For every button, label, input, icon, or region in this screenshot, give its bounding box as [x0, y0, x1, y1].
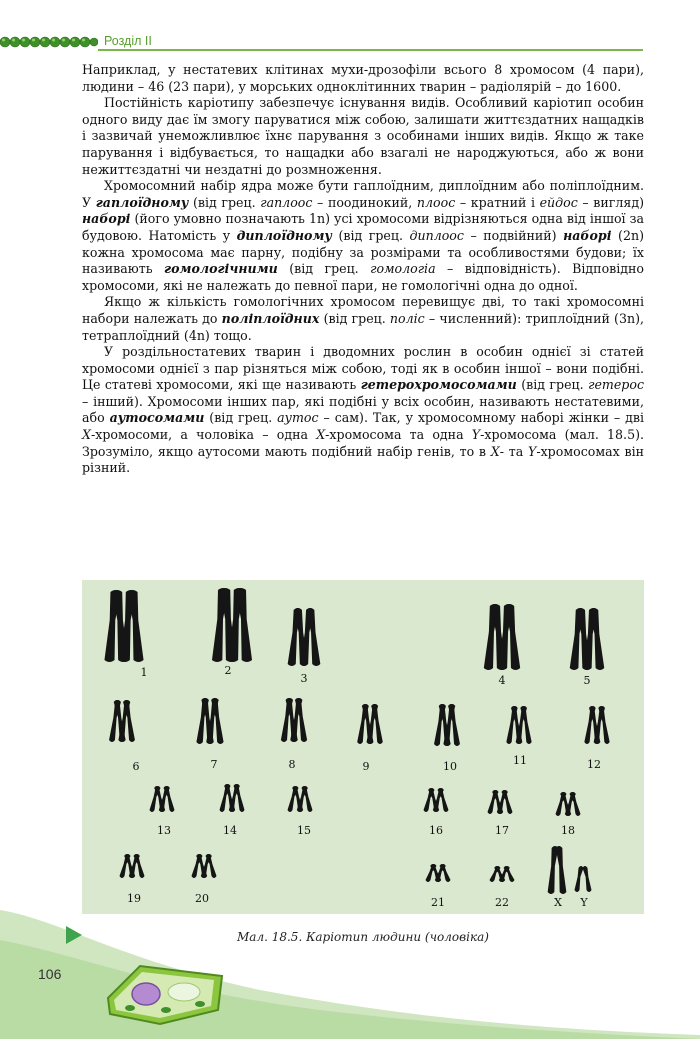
- chromosome-pair-4: [484, 604, 520, 670]
- chromosome-pair-7: [196, 698, 223, 744]
- chromosome-label: 19: [127, 892, 141, 905]
- chromosome-label: X: [554, 896, 562, 909]
- paragraph-5: У роздільностатевих тварин і дводомних рослин в особин однієї зі статей хромосоми однієї з пар різняться між собою, тоді як в особин іншої – вони подібні. Це статеві хромосоми, які ще називають гетерохромосомами (від грец. гетерос – інший). Хромосоми інших пар, які подібні у всіх особин, називають нестатевими, або аутосомами (від грец. аутос – сам). Так, у хромосомному наборі жінки – дві X-хромосоми, а чоловіка – одна X-хромосома та одна Y-хромосома (мал. 18.5). Зрозуміло, якщо аутосоми мають подібний набір генів, то в X- та Y-хромосомах він різний.: [82, 344, 645, 476]
- chromosome-label: 10: [443, 760, 457, 773]
- paragraph-3: Хромосомний набір ядра може бути гаплоїдним, диплоїдним або поліплоїдним. У гаплоїдному (від грец. гаплоос – поодинокий, плоос – кратний і ейдос – вигляд) наборі (його умовно позначають 1n) усі хромосоми відрізняються одна від іншої за будовою. Натомість у диплоїдному (від грец. диплоос – подвійний) наборі (2n) кожна хромосома має парну, подібну за розмірами та особливостями будови; їх називають гомологічними (від грец. гомологіа – відповідність). Відповідно хромосоми, які не належать до певної пари, не гомологічні одна до одної.: [82, 178, 645, 293]
- karyotype-image: [82, 580, 644, 914]
- chromosome-label: 13: [157, 824, 171, 837]
- chromosome-pair-17: [488, 790, 513, 814]
- chromosome-label: 7: [210, 758, 218, 771]
- body-text: [82, 62, 644, 477]
- chromosome-label: 11: [513, 754, 527, 767]
- figure-caption: Мал. 18.5. Каріотип людини (чоловіка): [237, 930, 489, 944]
- chromosome-label: 22: [495, 896, 509, 909]
- chromosome-label: 2: [224, 664, 232, 677]
- chromosome-pair-6: [109, 700, 135, 742]
- term-polyploid: поліплоїдних: [221, 310, 320, 326]
- chromosome-pair-12: [584, 706, 609, 744]
- chromosome-label: 17: [495, 824, 509, 837]
- chromosome-label: 3: [300, 672, 308, 685]
- karyotype-figure: [82, 580, 644, 914]
- header-divider: [98, 49, 643, 51]
- triangle-arrow-icon: [66, 926, 82, 944]
- chromosome-label: 20: [195, 892, 209, 905]
- term-heterochromosomes: гетерохромосомами: [360, 377, 517, 393]
- chromosome-pair-19: [120, 854, 145, 878]
- chromosome-label: 15: [297, 824, 311, 837]
- chromosome-label: 9: [362, 760, 370, 773]
- chromosome-label: 5: [583, 674, 591, 687]
- chromosome-pair-15: [288, 786, 313, 812]
- chromosome-pair-14: [220, 784, 245, 812]
- chromosome-label: 4: [498, 674, 506, 687]
- chromosome-pair-5: [570, 608, 605, 670]
- chromosome-pair-20: [192, 854, 217, 878]
- term-haploid: гаплоїдному: [95, 194, 189, 210]
- page-header: [0, 32, 700, 56]
- chromosome-pair-10: [434, 704, 460, 746]
- bead-chain-ornament: [0, 34, 98, 50]
- chromosome-label: 18: [561, 824, 575, 837]
- chromosome-label: 16: [429, 824, 443, 837]
- paragraph-4: Якщо ж кількість гомологічних хромосом перевищує дві, то такі хромосомні набори належать до поліплоїдних (від грец. поліс – численний): триплоїдний (3n), тетраплоїдний (4n) тощо.: [82, 294, 644, 343]
- chromosome-pair-2: [212, 588, 252, 662]
- chromosome-label: 1: [140, 666, 148, 679]
- chromosome-pair-9: [357, 704, 383, 744]
- chromosome-pair-3: [288, 608, 321, 666]
- chromosome-pair-8: [281, 698, 307, 742]
- paragraph-1: Наприклад, у нестатевих клітинах мухи-дрозофіли всього 8 хромосом (4 пари), людини – 46 (23 пари), у морських одноклітинних тварин – радіолярій – до 1600.: [82, 62, 644, 94]
- chromosome-pair-13: [150, 786, 175, 812]
- term-homologous: гомологічними: [164, 261, 278, 277]
- chromosome-label: 8: [288, 758, 296, 771]
- term-autosomes: аутосомами: [109, 410, 205, 426]
- chromosome-label: 21: [431, 896, 445, 909]
- chromosome-label: 12: [587, 758, 601, 771]
- page-number: 106: [38, 966, 62, 982]
- paragraph-2: Постійність каріотипу забезпечує існування видів. Особливий каріотип особин одного виду дає їм змогу паруватися між собою, залишати життєздатних нащадків і зазвичай унеможливлює їхнє парування з особинами інших видів. Якщо ж таке парування і відбувається, то нащадки або взагалі не народжуються, або ж вони нежиттєздатні чи нездатні до розмноження.: [82, 95, 644, 177]
- term-diploid: диплоїдному: [236, 227, 332, 243]
- plant-cell-icon: [100, 958, 230, 1028]
- chromosome-pair-1: [104, 590, 143, 662]
- chromosome-pair-18: [556, 792, 581, 816]
- chromosome-pair-11: [506, 706, 531, 744]
- chromosome-pair-16: [424, 788, 449, 812]
- chromosome-label: 14: [223, 824, 237, 837]
- chromosome-label: Y: [580, 896, 588, 909]
- section-title: Розділ ІІ: [104, 34, 152, 48]
- chromosome-label: 6: [132, 760, 140, 773]
